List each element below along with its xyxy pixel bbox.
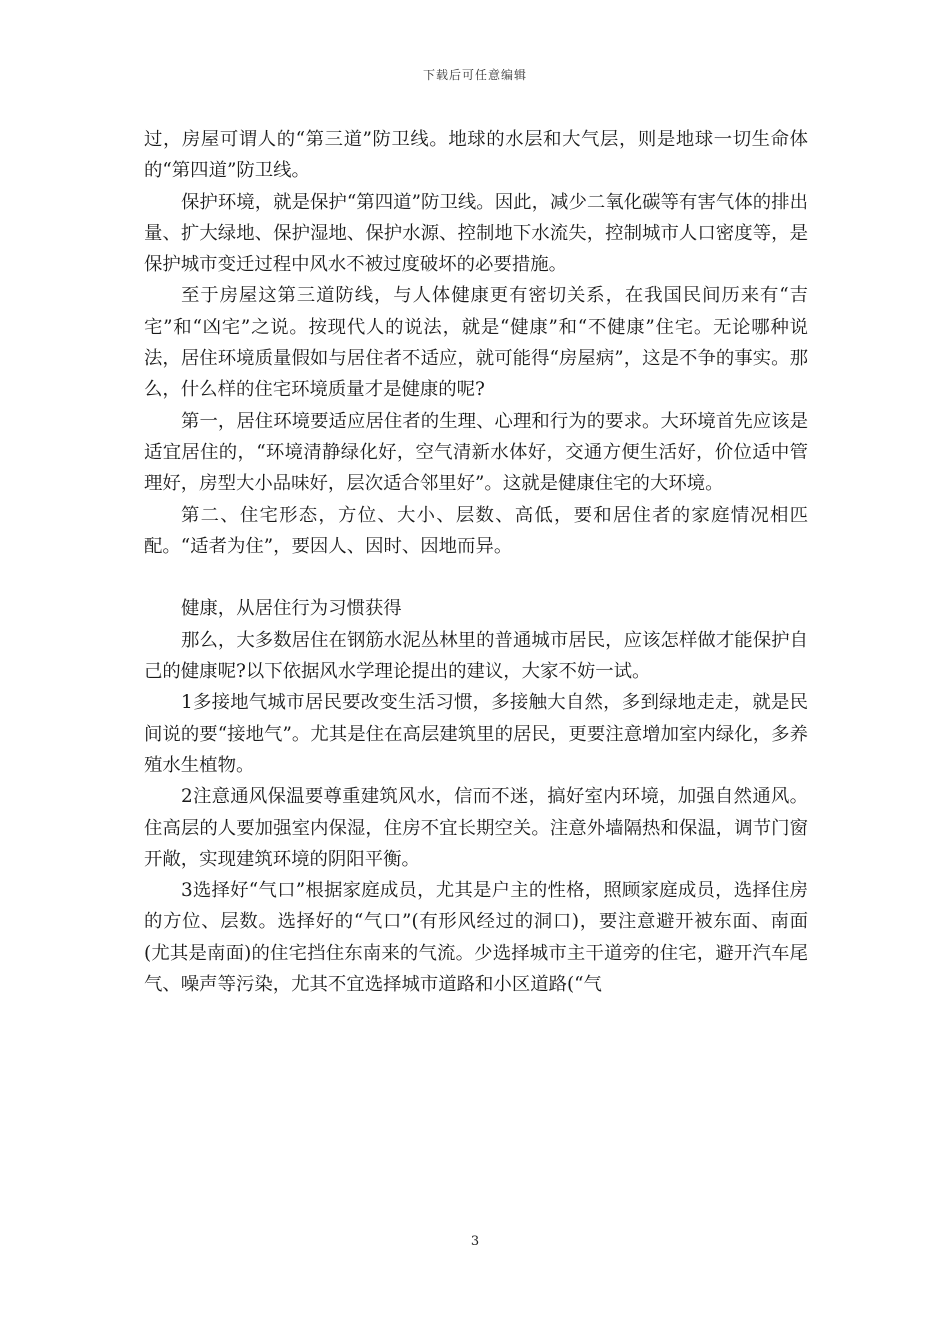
page-number: 3 [470, 1234, 480, 1249]
paragraph-second-point: 第二、住宅形态，方位、大小、层数、高低，要和居住者的家庭情况相匹配。“适者为住”，要因人、因时、因地而异。 [144, 504, 808, 557]
section-heading: 健康，从居住行为习惯获得 [181, 598, 402, 620]
paragraph-intro-suggestions: 那么，大多数居住在钢筋水泥丛林里的普通城市居民，应该怎样做才能保护自己的健康呢?以下依据风水学理论提出的建议，大家不妨一试。 [144, 629, 808, 683]
paragraph-third-defense: 至于房屋这第三道防线，与人体健康更有密切关系，在我国民间历来有“吉宅”和“凶宅”之说。按现代人的说法，就是“健康”和“不健康”住宅。无论哪种说法，居住环境质量假如与居住者不适应，就可能得“房屋病”，这是不争的事实。那么，什么样的住宅环境质量才是健康的呢? [144, 285, 808, 401]
paragraph-suggestion-2: 2注意通风保温要尊重建筑风水，信而不迷，搞好室内环境，加强自然通风。住高层的人要加强室内保湿，住房不宜长期空关。注意外墙隔热和保温，调节门窗开敞，实现建筑环境的阴阳平衡。 [144, 786, 808, 870]
document-body [144, 124, 808, 1000]
paragraph-continuation: 过，房屋可谓人的“第三道”防卫线。地球的水层和大气层，则是地球一切生命体的“第四道”防卫线。 [144, 129, 808, 182]
paragraph-protect-environment: 保护环境，就是保护“第四道”防卫线。因此，减少二氧化碳等有害气体的排出量、扩大绿地、保护湿地、保护水源、控制地下水流失，控制城市人口密度等，是保护城市变迁过程中风水不被过度破坏的必要措施。 [144, 191, 808, 276]
paragraph-first-point: 第一，居住环境要适应居住者的生理、心理和行为的要求。大环境首先应该是适宜居住的，“环境清静绿化好，空气清新水体好，交通方便生活好，价位适中管理好，房型大小品味好，层次适合邻里好”。这就是健康住宅的大环境。 [144, 410, 808, 495]
paragraph-suggestion-1: 1多接地气城市居民要改变生活习惯，多接触大自然，多到绿地走走，就是民间说的要“接地气”。尤其是住在高层建筑里的居民，更要注意增加室内绿化，多养殖水生植物。 [144, 692, 808, 776]
paragraph-suggestion-3: 3选择好“气口”根据家庭成员，尤其是户主的性格，照顾家庭成员，选择住房的方位、层数。选择好的“气口”(有形风经过的洞口)，要注意避开被东面、南面(尤其是南面)的住宅挡住东南来的气流。少选择城市主干道旁的住宅，避开汽车尾气、噪声等污染，尤其不宜选择城市道路和小区道路(“气 [144, 880, 808, 996]
page-header: 下载后可任意编辑 [422, 68, 527, 82]
